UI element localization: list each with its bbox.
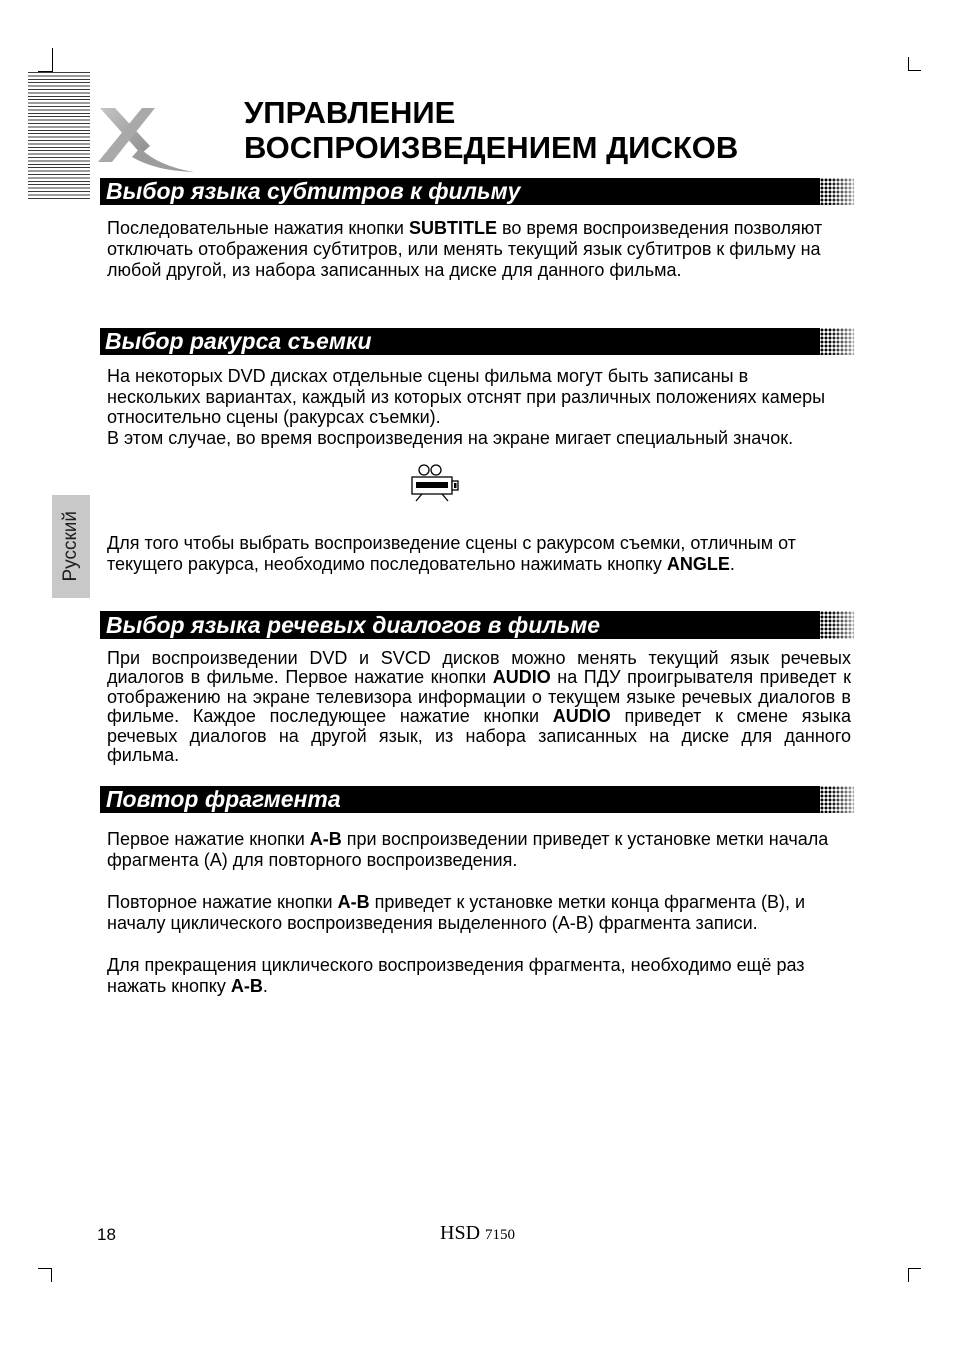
crop-mark-bottom-right-h [908, 1268, 921, 1269]
section-heading-angle [100, 328, 854, 355]
button-name-subtitle: SUBTITLE [408, 218, 497, 238]
text-line: речевых диалогов на другой язык, из набора записанных на диске для данного [107, 725, 851, 746]
text-line: отключать отображения субтитров, или менять текущий язык субтитров к фильму на [107, 239, 821, 259]
section-heading-text: Повтор фрагмента [106, 786, 341, 812]
section-heading-text: Выбор языка речевых диалогов в фильме [106, 611, 601, 638]
language-side-tab-label: Русский [60, 511, 81, 582]
text-line: нескольких вариантах, каждый из которых отснят при различных положениях камеры [107, 386, 826, 407]
model-name-text: HSD [440, 1222, 481, 1244]
text-line: Для того чтобы выбрать воспроизведение сцены с ракурсом съемки, отличным от [107, 533, 796, 553]
body-text: диалогов в фильме. Первое нажатие кнопки [107, 667, 493, 688]
crop-mark-top-right-h [908, 70, 921, 71]
text-line: В этом случае, во время воспроизведения на экране мигает специальный значок. [107, 428, 794, 449]
page-number: 18 [97, 1225, 116, 1244]
text-line: фильма. [107, 745, 180, 766]
text-line: относительно сцены (ракурсах съемки). [107, 407, 441, 428]
heading-bar-halftone [816, 328, 854, 355]
text-line [107, 554, 796, 575]
heading-bar-halftone [816, 611, 854, 639]
body-text: нажать кнопку [107, 976, 231, 996]
body-text: приведет к смене языка [610, 706, 851, 727]
text-line: отображению на экране телевизора информации о текущем языке речевых диалогов в [107, 686, 851, 707]
body-text: приведет к установке метки конца фрагмента (В), и [369, 892, 805, 912]
paragraph-repeat-end [107, 892, 805, 934]
button-name-angle: ANGLE [666, 554, 730, 574]
section-heading-text: Выбор ракурса съемки [105, 328, 372, 354]
text-line [107, 829, 828, 850]
body-text: на ПДУ проигрывателя приведет к [550, 667, 851, 688]
text-line: Для прекращения циклического воспроизведения фрагмента, необходимо ещё раз [107, 955, 805, 975]
button-name-ab: A-B [230, 976, 263, 996]
text-line [107, 218, 822, 239]
text-line [107, 707, 851, 726]
crop-mark-top-right [908, 57, 909, 71]
body-text: . [262, 976, 268, 996]
paragraph-audio [107, 649, 851, 765]
paragraph-repeat-stop [107, 955, 805, 997]
page-title [244, 95, 738, 165]
text-line [107, 976, 805, 997]
text-line: любой другой, из набора записанных на диске для данного фильма. [107, 260, 682, 280]
text-line: началу циклического воспроизведения выделенного (А-В) фрагмента записи. [107, 913, 758, 933]
page-title-line-1: УПРАВЛЕНИЕ [244, 95, 456, 130]
crop-mark-top-left [52, 48, 53, 72]
body-text: при воспроизведении приведет к установке метки начала [341, 829, 829, 849]
model-name [440, 1222, 515, 1245]
button-name-ab: A-B [337, 892, 370, 912]
heading-bar-halftone [816, 786, 854, 813]
camera-angle-icon [408, 463, 464, 503]
body-text: . [729, 554, 735, 574]
button-name-ab: A-B [309, 829, 342, 849]
text-line: При воспроизведении DVD и SVCD дисков можно менять текущий язык речевых [107, 648, 851, 668]
text-line: фрагмента (А) для повторного воспроизведения. [107, 850, 518, 870]
button-name-audio: AUDIO [492, 667, 551, 688]
body-text: Повторное нажатие кнопки [107, 892, 338, 912]
section-heading-audio [100, 611, 854, 639]
paragraph-subtitles [107, 218, 822, 281]
paragraph-angle-intro [107, 366, 825, 449]
text-line [107, 668, 851, 687]
body-text: Последовательные нажатия кнопки [107, 218, 409, 238]
x-logo-icon [96, 104, 196, 174]
body-text: Первое нажатие кнопки [107, 829, 310, 849]
paragraph-repeat-start [107, 829, 828, 871]
language-side-tab [52, 495, 90, 598]
body-text: во время воспроизведения позволяют [496, 218, 823, 238]
body-text: фильме. Каждое последующее нажатие кнопки [107, 706, 553, 727]
section-heading-repeat [100, 786, 854, 813]
section-heading-text: Выбор языка субтитров к фильму [106, 178, 521, 204]
decorative-stripes [28, 72, 90, 200]
body-text: текущего ракурса, необходимо последовательно нажимать кнопку [107, 554, 667, 574]
crop-mark-bottom-left [51, 1268, 52, 1282]
section-heading-subtitles [100, 178, 854, 205]
crop-mark-bottom-right [908, 1268, 909, 1282]
text-line: На некоторых DVD дисках отдельные сцены фильма могут быть записаны в [107, 366, 749, 386]
model-number-text: 7150 [485, 1227, 516, 1243]
text-line [107, 892, 805, 913]
page-title-line-2: ВОСПРОИЗВЕДЕНИЕМ ДИСКОВ [244, 130, 739, 165]
button-name-audio: AUDIO [552, 706, 611, 727]
paragraph-angle-button [107, 533, 796, 575]
crop-mark-bottom-left-h [38, 1268, 52, 1269]
heading-bar-halftone [816, 178, 854, 205]
